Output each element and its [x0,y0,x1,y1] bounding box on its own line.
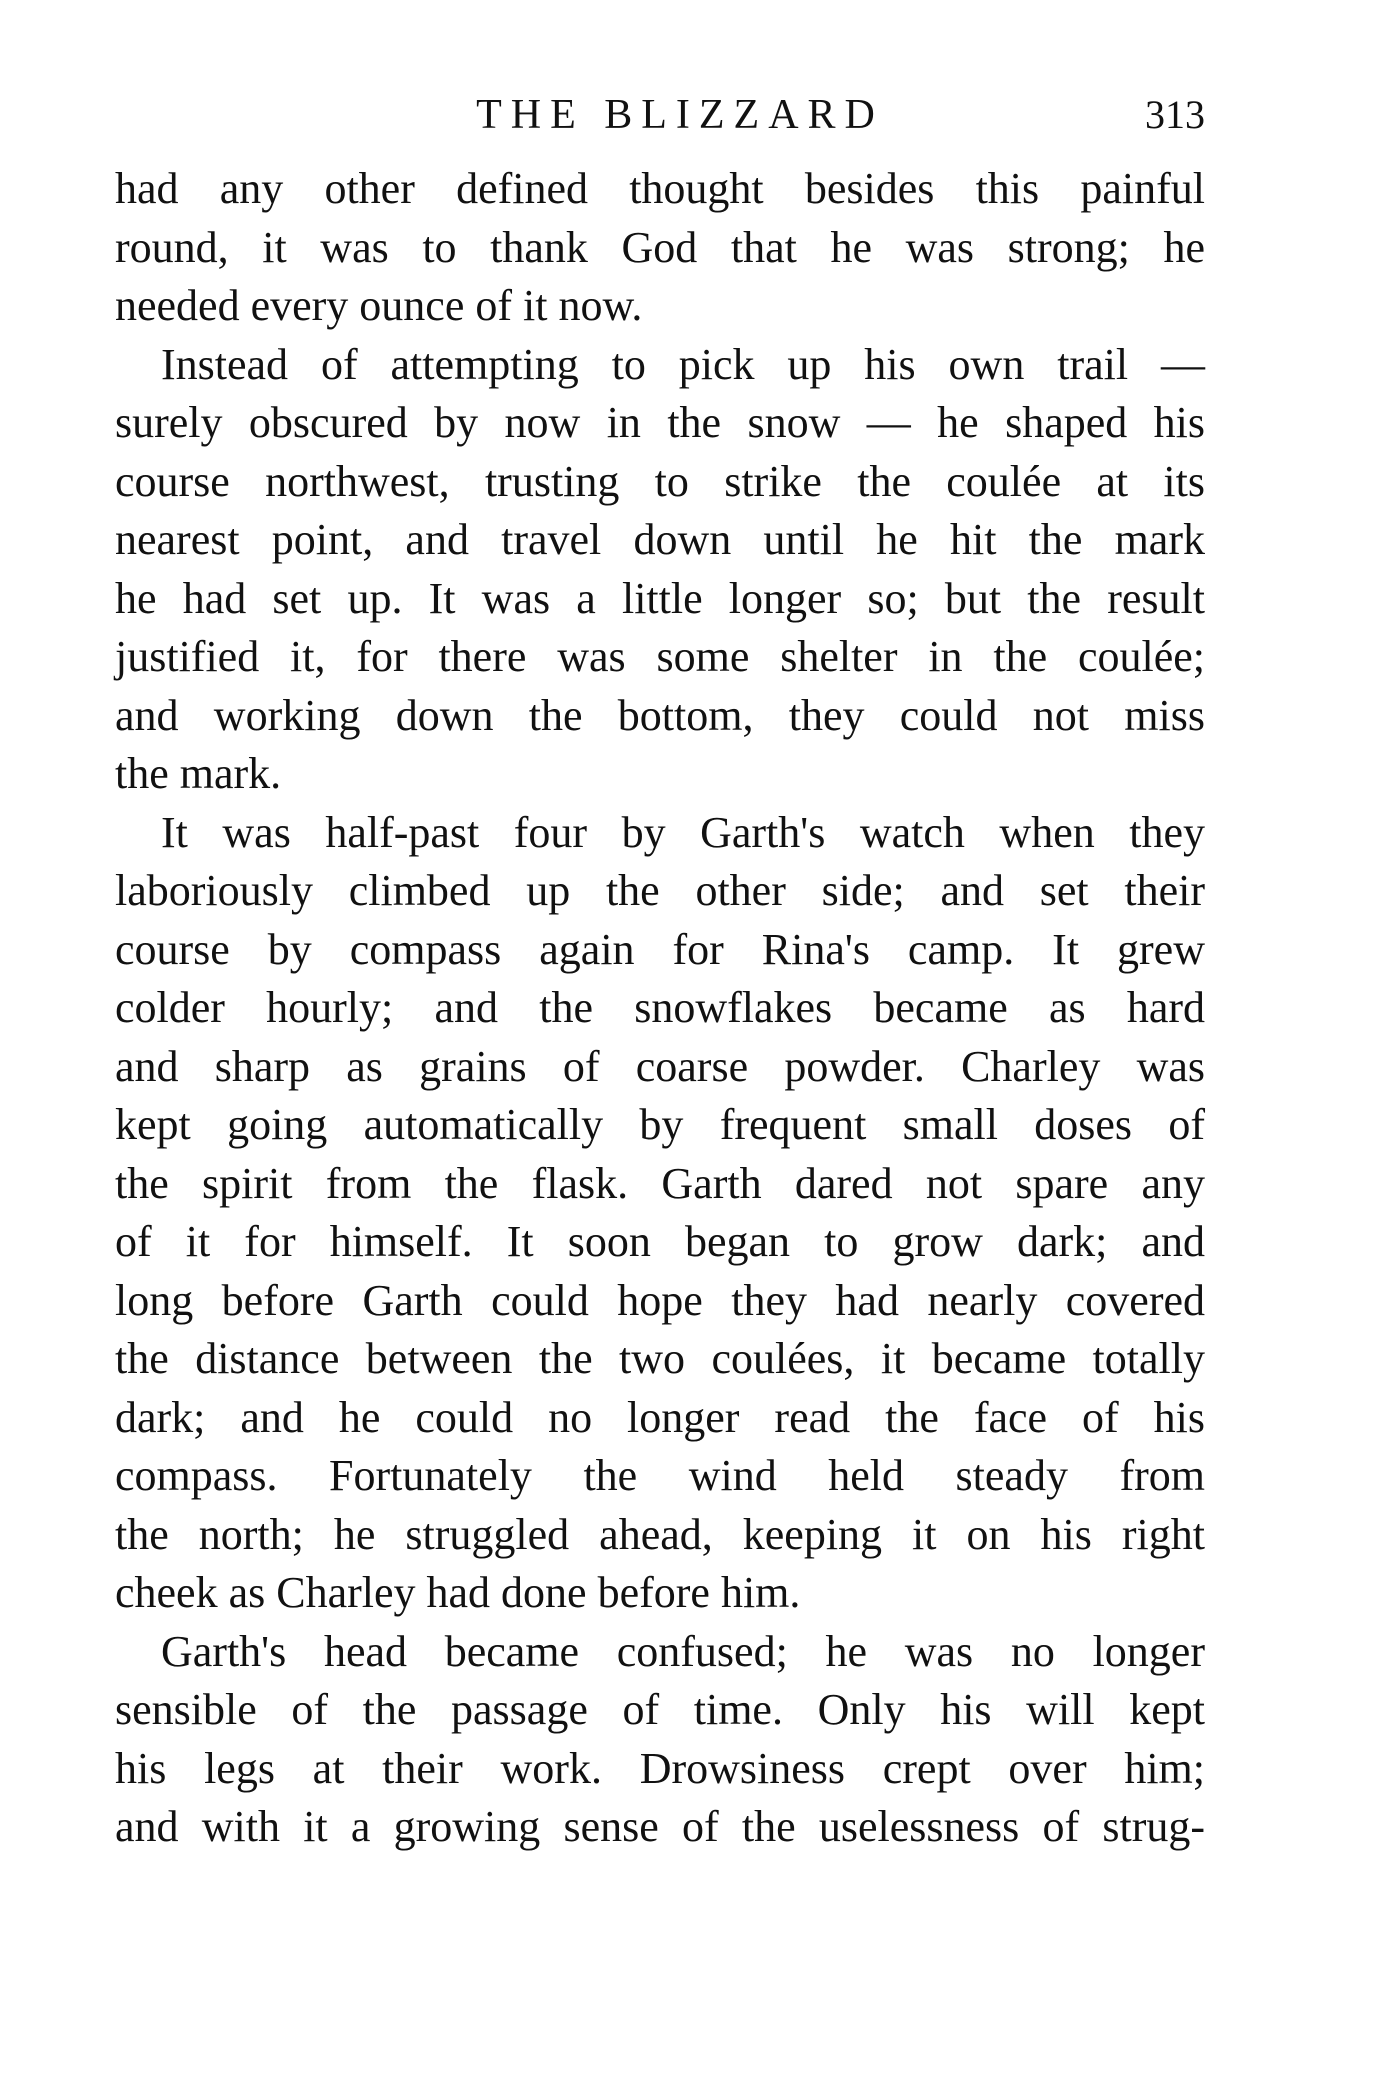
text-line: kept going automatically by frequent small doses of [115,1100,1205,1149]
text-line: the north; he struggled ahead, keeping it on his right [115,1509,1205,1559]
text-line: the spirit from the flask. Garth dared not spare any [115,1158,1205,1208]
text-line: round, it was to thank God that he was strong; he [115,222,1205,272]
text-line: nearest point, and travel down until he hit the mark [115,515,1205,564]
text-line: sensible of the passage of time. Only his will kept [115,1685,1205,1734]
text-line: course northwest, trusting to strike the coulée at its [115,456,1205,506]
text-line: It was half-past four by Garth's watch when they [161,807,1205,857]
running-head [115,85,1205,145]
running-title: THE BLIZZARD [476,92,884,138]
text-line: had any other defined thought besides this painful [115,164,1205,213]
text-line: of it for himself. It soon began to grow dark; and [115,1217,1205,1266]
text-line: the mark. [115,749,282,798]
text-line: course by compass again for Rina's camp. It grew [115,924,1205,974]
paragraph-3 [115,804,1205,1623]
text-line: Instead of attempting to pick up his own trail — [161,339,1205,389]
text-line: justified it, for there was some shelter in the coulée; [115,632,1205,681]
paragraph-1 [115,160,1205,336]
text-line: long before Garth could hope they had nearly covered [115,1275,1205,1325]
text-line: and with it a growing sense of the uselessness of strug- [115,1802,1205,1851]
text-line: Garth's head became confused; he was no longer [161,1626,1205,1676]
body-text [115,160,1205,1857]
page-number: 313 [1145,92,1205,137]
text-line: and sharp as grains of coarse powder. Charley was [115,1041,1205,1091]
text-line: the distance between the two coulées, it became totally [115,1334,1205,1383]
text-line: cheek as Charley had done before him. [115,1568,801,1617]
text-line: colder hourly; and the snowflakes became as hard [115,983,1205,1032]
text-line: compass. Fortunately the wind held steady from [115,1451,1205,1500]
text-line: he had set up. It was a little longer so; but the result [115,573,1205,623]
text-line: laboriously climbed up the other side; and set their [115,866,1205,915]
text-line: and working down the bottom, they could not miss [115,690,1205,740]
paragraph-4 [115,1623,1205,1857]
text-line: his legs at their work. Drowsiness crept over him; [115,1743,1205,1793]
text-line: needed every ounce of it now. [115,281,643,330]
text-line: surely obscured by now in the snow — he shaped his [115,398,1205,447]
text-line: dark; and he could no longer read the face of his [115,1392,1205,1442]
paragraph-2 [115,336,1205,804]
